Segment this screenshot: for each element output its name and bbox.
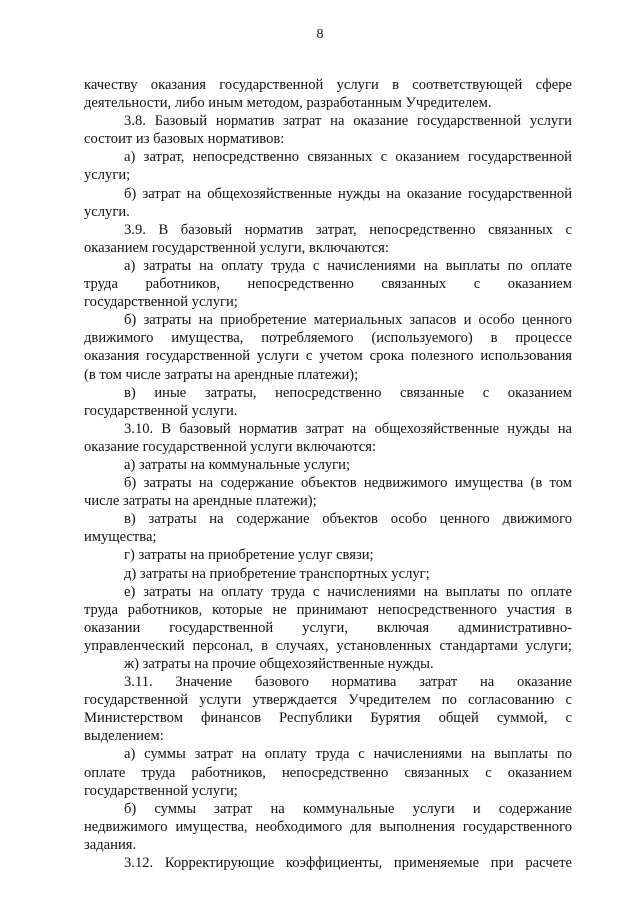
text-line: а) суммы затрат на оплату труда с начислениями на выплаты по (124, 746, 572, 763)
text-line: ж) затраты на прочие общехозяйственные нужды. (124, 656, 434, 672)
text-line: б) затраты на содержание объектов недвижимого имущества (в том (124, 475, 572, 492)
text-line: а) затраты на оплату труда с начислениями на выплаты по оплате (124, 257, 572, 274)
text-line: деятельности, либо иным методом, разработанным Учредителем. (84, 95, 492, 112)
text-line: управленческий персонал, в случаях, установленных стандартами услуги; (84, 637, 572, 654)
text-line: недвижимого имущества, необходимого для выполнения государственного (84, 818, 572, 835)
text-line: задания. (84, 836, 137, 853)
text-line: имущества; (84, 529, 157, 546)
text-line: 3.9. В базовый норматив затрат, непосредственно связанных с (124, 221, 572, 238)
text-line: оплате труда работников, непосредственно связанных с оказанием (84, 764, 572, 781)
page-number: 8 (316, 27, 324, 42)
text-line: оказание государственной услуги включаются: (84, 438, 377, 455)
text-line: услуги; (84, 167, 131, 184)
text-line: д) затраты на приобретение транспортных услуг; (124, 565, 430, 582)
text-line: качеству оказания государственной услуги в соответствующей сфере (84, 77, 572, 93)
text-line: 3.10. В базовый норматив затрат на общехозяйственные нужды на (124, 420, 572, 437)
text-line: оказании государственной услуги, включая административно- (84, 619, 572, 636)
text-line: услуги. (84, 203, 130, 220)
text-line: Министерством финансов Республики Бурятия общей суммой, с (84, 710, 572, 727)
text-line: 3.11. Значение базового норматива затрат на оказание (124, 674, 572, 691)
text-line: государственной услуги; (84, 294, 238, 311)
text-line: б) суммы затрат на коммунальные услуги и содержание (124, 800, 572, 817)
text-line: а) затраты на коммунальные услуги; (124, 456, 351, 473)
text-line: е) затраты на оплату труда с начислениями на выплаты по оплате (124, 583, 572, 600)
text-line: числе затраты на арендные платежи); (84, 493, 317, 510)
text-line: (в том числе затраты на арендные платежи); (84, 366, 359, 383)
text-line: государственной услуги. (84, 402, 238, 419)
text-line: государственной услуги утверждается Учредителем по согласованию с (84, 692, 572, 709)
text-line: движимого имущества, потребляемого (используемого) в процессе (84, 330, 572, 347)
text-line: выделением: (84, 728, 164, 745)
text-line: оказанием государственной услуги, включаются: (84, 239, 389, 256)
text-line: в) затраты на содержание объектов особо ценного движимого (124, 511, 572, 528)
text-line: а) затрат, непосредственно связанных с оказанием государственной (124, 149, 572, 166)
text-line: государственной услуги; (84, 782, 238, 799)
document-body (84, 76, 572, 872)
text-line: оказания государственной услуги с учетом срока полезного использования (84, 348, 572, 365)
text-line: 3.8. Базовый норматив затрат на оказание государственной услуги (124, 113, 572, 130)
text-line: состоит из базовых нормативов: (84, 131, 285, 148)
text-line: 3.12. Корректирующие коэффициенты, применяемые при расчете (124, 855, 572, 872)
text-line: б) затраты на приобретение материальных запасов и особо ценного (124, 312, 572, 329)
text-line: в) иные затраты, непосредственно связанные с оказанием (124, 384, 572, 401)
text-line: труда работников, которые не принимают непосредственного участия в (84, 601, 572, 618)
text-line: б) затрат на общехозяйственные нужды на оказание государственной (124, 185, 572, 202)
text-line: г) затраты на приобретение услуг связи; (124, 547, 374, 564)
text-line: труда работников, непосредственно связанных с оказанием (84, 276, 572, 293)
